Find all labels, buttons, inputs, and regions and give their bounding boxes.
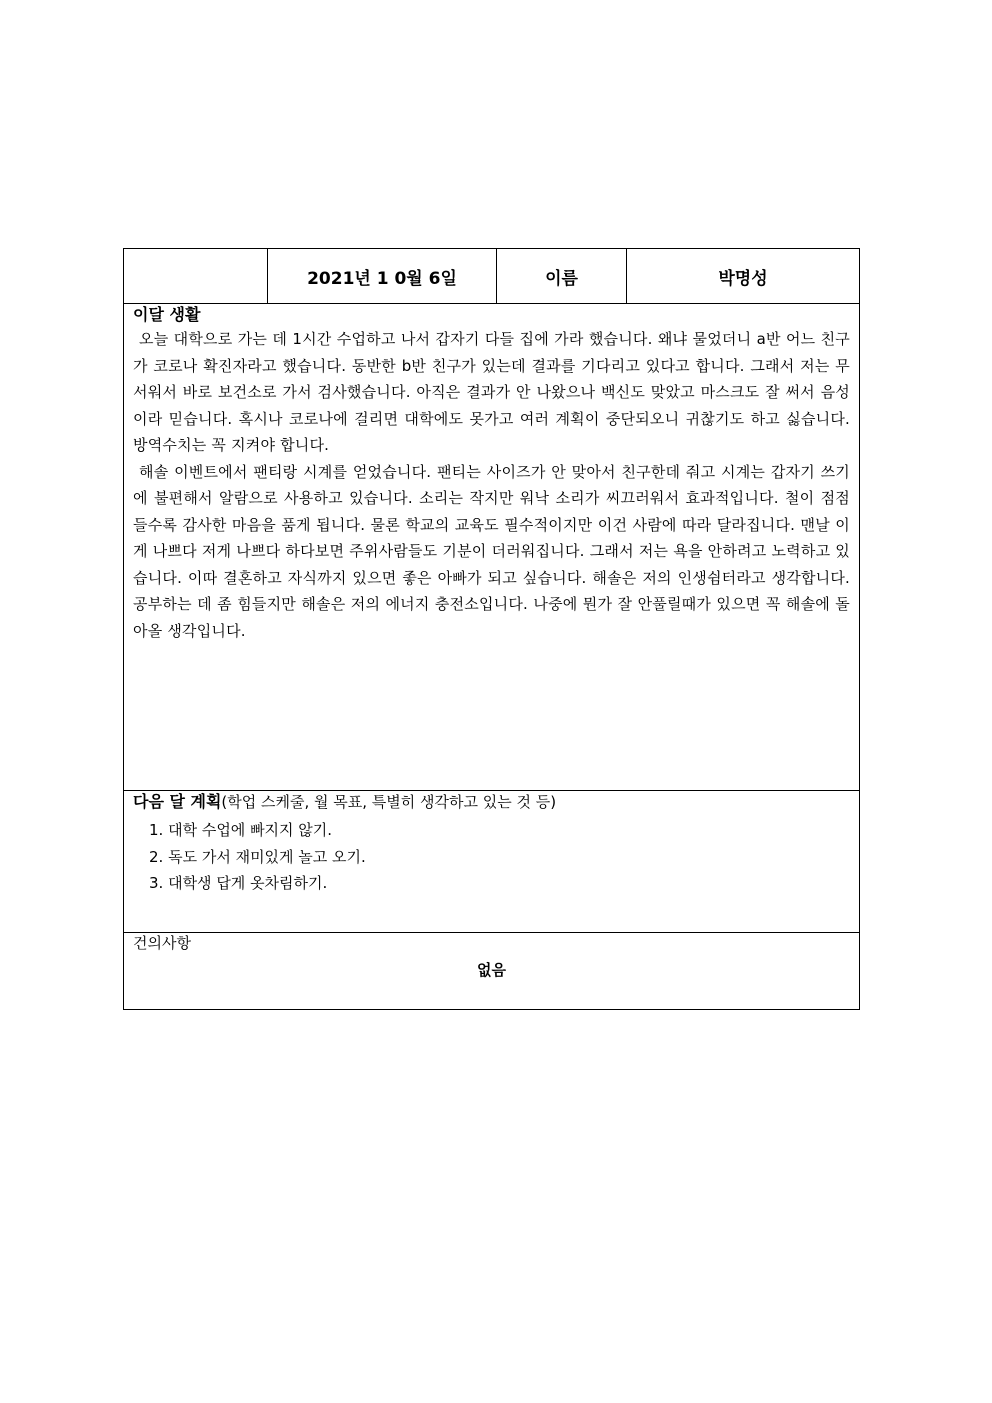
name-value-cell: 박명성 [718,268,768,289]
plan-title: 다음 달 계획 [133,792,222,811]
monthly-life-title: 이달 생활 [133,305,201,324]
life-paragraph: 해솔 이벤트에서 팬티랑 시계를 얻었습니다. 팬티는 사이즈가 안 맞아서 친구한데 줘고 시계는 갑자기 쓰기에 불편해서 알람으로 사용하고 있습니다. 소리는 작지만 워낙 소리가 씨끄러워서 효과적입니다. 철이 점점 들수록 감사한 마음을 품게 됩니다. 물론 학교의 교육도 필수적이지만 이건 사람에 따라 달라집니다. 맨날 이게 나쁘다 저게 나쁘다 하다보면 주위사람들도 기분이 더러워집니다. 그래서 저는 욕을 안하려고 노력하고 있습니다. 이따 결혼하고 자식까지 있으면 좋은 아빠가 되고 싶습니다. 해솔은 저의 인생쉼터라고 생각합니다. 공부하는 데 좀 힘들지만 해솔은 저의 에너지 충전소입니다. 나중에 뭔가 잘 안풀릴때가 있으면 꼭 해솔에 돌아올 생각입니다. [133,462,850,640]
name-label-cell: 이름 [497,249,627,303]
suggestion-label: 건의사항 [133,934,191,952]
life-paragraph: 오늘 대학으로 가는 데 1시간 수업하고 나서 갑자기 다들 집에 가라 했습니다. 왜냐 물었더니 a반 어느 친구가 코로나 확진자라고 했습니다. 동반한 b반 친구가 있는데 결과를 기다리고 있다고 합니다. 그래서 저는 무서워서 바로 보건소로 가서 검사했습니다. 아직은 결과가 안 나왔으나 백신도 맞았고 마스크도 잘 써서 음성이라 믿습니다. 혹시나 코로나에 걸리면 대학에도 못가고 여러 계획이 중단되오니 귀찮기도 하고 싫습니다. 방역수치는 꼭 지켜야 합니다. [133,330,850,454]
monthly-life-section [124,304,859,791]
header-row [124,249,859,304]
plan-item: 3. 대학생 답게 옷차림하기. [149,874,328,892]
plan-item: 2. 독도 가서 재미있게 놀고 오기. [149,847,366,866]
plan-subtitle: (학업 스케줄, 월 목표, 특별히 생각하고 있는 것 등) [221,793,557,811]
plan-item: 1. 대학 수업에 빠지지 않기. [149,821,333,839]
journal-form [123,248,860,1010]
empty-header-cell [124,249,268,303]
suggestion-section [124,933,859,1009]
next-month-plan-section [124,791,859,933]
plan-title-line [133,791,850,813]
suggestion-value: 없음 [477,961,506,979]
date-cell: 2021년 1 0월 6일 [268,249,497,303]
plan-list [133,817,850,897]
